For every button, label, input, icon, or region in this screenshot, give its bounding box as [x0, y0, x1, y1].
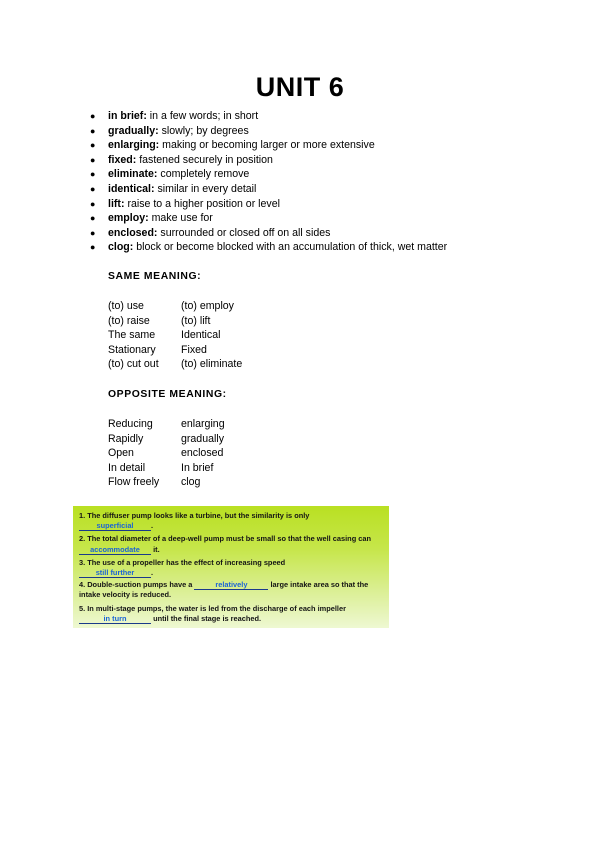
page-title: UNIT 6 [255, 72, 345, 102]
exercise-sentence-4 [79, 580, 383, 600]
vocab-term: gradually: [108, 124, 159, 137]
vocab-term: enclosed: [108, 226, 158, 239]
sentence-text: . [151, 521, 154, 531]
vocab-definition: raise to a higher position or level [127, 197, 280, 210]
sentence-text: 4. Double-suction pumps have a [79, 580, 193, 590]
vocab-item [90, 240, 447, 255]
sentence-text: 3. The use of a propeller has the effect of increasing speed [79, 557, 286, 567]
vocab-item [90, 124, 447, 139]
word-left: Flow freely [108, 476, 160, 489]
vocab-definition: in a few words; in short [149, 110, 259, 122]
bullet-icon: ● [90, 213, 96, 224]
answer-blank-5[interactable]: in turn [79, 615, 151, 624]
word-left: Open [108, 447, 134, 460]
bullet-icon: ● [90, 198, 96, 209]
word-right: (to) employ [181, 300, 234, 312]
opposite-meaning-heading: OPPOSITE MEANING: [108, 389, 227, 400]
exercise-sentence-3 [79, 558, 383, 578]
vocab-term: eliminate: [108, 168, 158, 181]
vocab-item [90, 153, 447, 168]
exercise-sentence-5 [79, 604, 383, 624]
word-right: gradually [181, 432, 224, 445]
bullet-icon: ● [90, 140, 96, 151]
exercise-sentence-1 [79, 511, 383, 531]
vocab-definition: completely remove [160, 168, 250, 181]
vocab-term: in brief: [108, 110, 147, 122]
word-pair-row [108, 299, 242, 314]
sentence-text: 5. In multi-stage pumps, the water is led from the discharge of each impeller [79, 603, 346, 613]
vocab-term: employ: [108, 212, 149, 225]
same-meaning-heading: SAME MEANING: [108, 271, 202, 282]
fill-in-exercise-box [73, 506, 389, 628]
vocab-item [90, 211, 447, 226]
word-right: enclosed [181, 447, 224, 460]
vocab-item [90, 182, 447, 197]
vocab-term: lift: [108, 197, 125, 210]
word-pair-row [108, 475, 225, 490]
exercise-sentence-2 [79, 534, 383, 554]
word-left: Rapidly [108, 432, 144, 445]
word-right: Fixed [181, 343, 207, 356]
answer-blank-4[interactable]: relatively [194, 581, 268, 590]
sentence-text: . [151, 568, 154, 578]
word-pair-row [108, 328, 242, 343]
answer-blank-3[interactable]: still further [79, 569, 151, 578]
vocab-item [90, 109, 447, 124]
word-pair-row [108, 343, 242, 358]
answer-blank-1[interactable]: superficial [79, 522, 151, 531]
opposite-meaning-table [108, 417, 225, 490]
word-right: Identical [181, 329, 221, 342]
vocab-item [90, 226, 447, 241]
vocab-term: enlarging: [108, 139, 160, 152]
word-pair-row [108, 417, 225, 432]
vocab-definition: fastened securely in position [139, 153, 273, 166]
bullet-icon: ● [90, 154, 96, 165]
answer-blank-2[interactable]: accommodate [79, 546, 151, 555]
sentence-text: until the final stage is reached. [153, 613, 262, 623]
word-right: (to) eliminate [181, 358, 243, 371]
word-left: In detail [108, 461, 146, 474]
vocabulary-list [90, 109, 447, 255]
sentence-text: it. [153, 544, 160, 554]
vocab-definition: making or becoming larger or more extensive [162, 139, 375, 152]
bullet-icon: ● [90, 242, 96, 253]
word-left: The same [108, 329, 156, 342]
word-pair-row [108, 461, 225, 476]
word-pair-row [108, 357, 242, 372]
word-left: (to) raise [108, 314, 150, 327]
sentence-text: 2. The total diameter of a deep-well pump must be small so that the well casing can [79, 534, 371, 544]
vocab-definition: similar in every detail [157, 182, 257, 195]
word-left: (to) cut out [108, 358, 159, 371]
vocab-term: clog: [108, 241, 134, 254]
vocab-item [90, 197, 447, 212]
vocab-definition: slowly; by degrees [161, 124, 249, 137]
word-right: In brief [181, 461, 214, 474]
word-pair-row [108, 432, 225, 447]
word-left: Stationary [108, 343, 156, 356]
same-meaning-table [108, 299, 242, 372]
sentence-text: large intake area so that the intake velocity is reduced. [79, 580, 369, 600]
sentence-text: 1. The diffuser pump looks like a turbine, but the similarity is only [79, 511, 310, 520]
vocab-term: fixed: [108, 153, 137, 166]
word-pair-row [108, 446, 225, 461]
word-right: (to) lift [181, 314, 211, 327]
vocab-definition: block or become blocked with an accumulation of thick, wet matter [136, 241, 448, 254]
vocab-item [90, 167, 447, 182]
bullet-icon: ● [90, 183, 96, 194]
bullet-icon: ● [90, 125, 96, 136]
vocab-definition: make use for [151, 212, 213, 225]
bullet-icon: ● [90, 227, 96, 238]
word-left: Reducing [108, 418, 153, 430]
vocab-definition: surrounded or closed off on all sides [160, 226, 331, 239]
word-right: clog [181, 476, 201, 489]
word-pair-row [108, 314, 242, 329]
vocab-term: identical: [108, 182, 155, 195]
word-left: (to) use [108, 300, 144, 312]
word-right: enlarging [181, 418, 225, 430]
vocab-item [90, 138, 447, 153]
bullet-icon: ● [90, 169, 96, 180]
bullet-icon: ● [90, 111, 96, 121]
